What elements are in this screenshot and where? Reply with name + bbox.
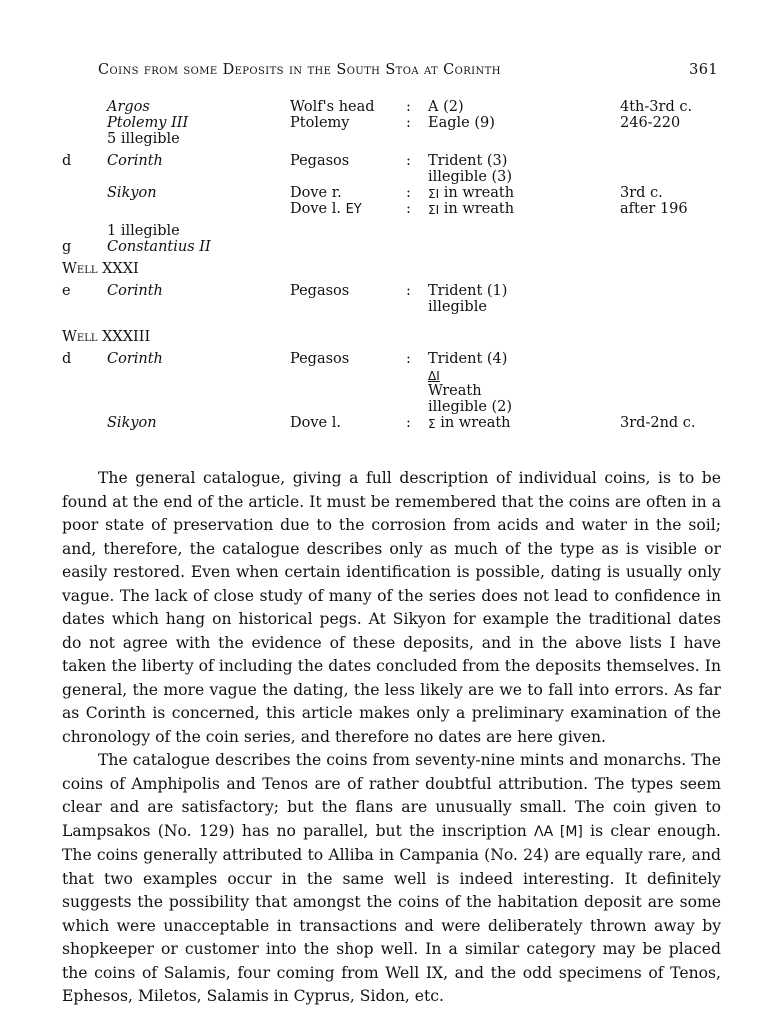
reverse-type: Eagle (9) (428, 115, 495, 131)
reverse-type: Trident (1) (428, 283, 508, 299)
well-label: Well XXXIII (62, 329, 151, 345)
monogram: ΔΙ (428, 369, 440, 383)
separator: : (406, 351, 411, 367)
obverse-type: Pegasos (290, 153, 350, 169)
inscription: EY (345, 202, 362, 217)
date: after 196 (620, 201, 688, 217)
mint: 1 illegible (107, 223, 180, 239)
separator: : (406, 153, 411, 169)
monogram: ΣΙ (428, 187, 440, 201)
running-header (98, 62, 718, 78)
mint: Sikyon (107, 415, 157, 431)
reverse-type: illegible (2) (428, 399, 513, 415)
date: 4th-3rd c. (620, 99, 693, 115)
separator: : (406, 185, 411, 201)
catalogue-row (62, 351, 712, 367)
obverse-type: Wolf's head (290, 99, 375, 115)
reverse-type: ΣΙ in wreath (428, 185, 515, 201)
reverse-type: Trident (3) (428, 153, 508, 169)
reverse-type: A (2) (428, 99, 464, 115)
well-heading (62, 329, 712, 345)
reverse-type: Trident (4) (428, 351, 508, 367)
catalogue-row (62, 415, 712, 431)
section-letter: e (62, 283, 71, 299)
inscription: ΛΑ [M] (534, 823, 583, 840)
catalogue-row (62, 239, 712, 255)
reverse-type: illegible (428, 299, 487, 315)
section-letter: d (62, 351, 72, 367)
obverse-type: Pegasos (290, 283, 350, 299)
monogram: ΣΙ (428, 203, 440, 217)
well-label: Well XXXI (62, 261, 139, 277)
mint: Corinth (107, 153, 163, 169)
obverse-type: Dove r. (290, 185, 342, 201)
separator: : (406, 283, 411, 299)
well-heading (62, 261, 712, 277)
reverse-type: ΣΙ in wreath (428, 201, 515, 217)
obverse-type: Ptolemy (290, 115, 350, 131)
separator: : (406, 115, 411, 131)
mint: Constantius II (107, 239, 211, 255)
mint: 5 illegible (107, 131, 180, 147)
paragraph: The general catalogue, giving a full description of individual coins, is to be found at the end of the article. It must be remembered that the coins are often in a poor state of preservation due to the corrosion from acids and water in the soil; and, therefore, the catalogue describes only as much of the type as is visible or easily restored. Even when certain identification is possible, dating is usually only vague. The lack of close study of many of the series does not lead to confidence in dates which hang on historical pegs. At Sikyon for example the traditional dates do not agree with the evidence of these deposits, and in the above lists I have taken the liberty of including the dates concluded from the deposits themselves. In general, the more vague the dating, the less likely are we to fall into errors. As far as Corinth is concerned, this article makes only a preliminary examination of the chronology of the coin series, and therefore no dates are here given. (62, 469, 721, 746)
separator: : (406, 201, 411, 217)
separator: : (406, 415, 411, 431)
mint: Sikyon (107, 185, 157, 201)
obverse-type: Dove l. EY (290, 201, 362, 217)
catalogue-row (62, 115, 712, 131)
page-number: 361 (689, 62, 718, 78)
reverse-type: Wreath (428, 383, 482, 399)
section-letter: g (62, 239, 72, 255)
catalogue-row (62, 131, 712, 147)
catalogue-row (62, 153, 712, 169)
monogram: Σ (428, 417, 436, 431)
mint: Argos (107, 99, 150, 115)
separator: : (406, 99, 411, 115)
catalogue-row (62, 201, 712, 217)
catalogue-row (62, 367, 712, 383)
catalogue-row (62, 169, 712, 185)
catalogue-row (62, 185, 712, 201)
section-letter: d (62, 153, 72, 169)
catalogue-row (62, 223, 712, 239)
paragraph: The catalogue describes the coins from seventy-nine mints and monarchs. The coins of Amphipolis and Tenos are of rather doubtful attribution. The types seem clear and are satisfactory; but the flans are unusually small. The coin given to Lampsakos (No. 129) has no parallel, but the inscription ΛΑ [M] is clear enough. The coins generally attributed to Alliba in Campania (No. 24) are equally rare, and that two examples occur in the same well is indeed interesting. It definitely suggests the possibility that amongst the coins of the habitation deposit are some which were unacceptable in transactions and were deliberately thrown away by shopkeeper or customer into the shop well. In a similar category may be placed the coins of Salamis, four coming from Well IX, and the odd specimens of Tenos, Ephesos, Miletos, Salamis in Cyprus, Sidon, etc. (62, 751, 721, 1005)
date: 3rd-2nd c. (620, 415, 696, 431)
mint: Corinth (107, 351, 163, 367)
obverse-type: Dove l. (290, 415, 341, 431)
body-text (62, 467, 721, 1009)
reverse-type: Σ in wreath (428, 415, 511, 431)
reverse-type: illegible (3) (428, 169, 513, 185)
catalogue-row (62, 383, 712, 399)
obverse-type: Pegasos (290, 351, 350, 367)
date: 3rd c. (620, 185, 663, 201)
catalogue-row (62, 99, 712, 115)
coin-catalogue-table (62, 99, 712, 431)
mint: Ptolemy III (107, 115, 189, 131)
date: 246-220 (620, 115, 681, 131)
mint: Corinth (107, 283, 163, 299)
catalogue-row (62, 283, 712, 299)
running-title: Coins from some Deposits in the South Stoa at Corinth (98, 62, 501, 78)
catalogue-row (62, 399, 712, 415)
catalogue-row (62, 299, 712, 315)
